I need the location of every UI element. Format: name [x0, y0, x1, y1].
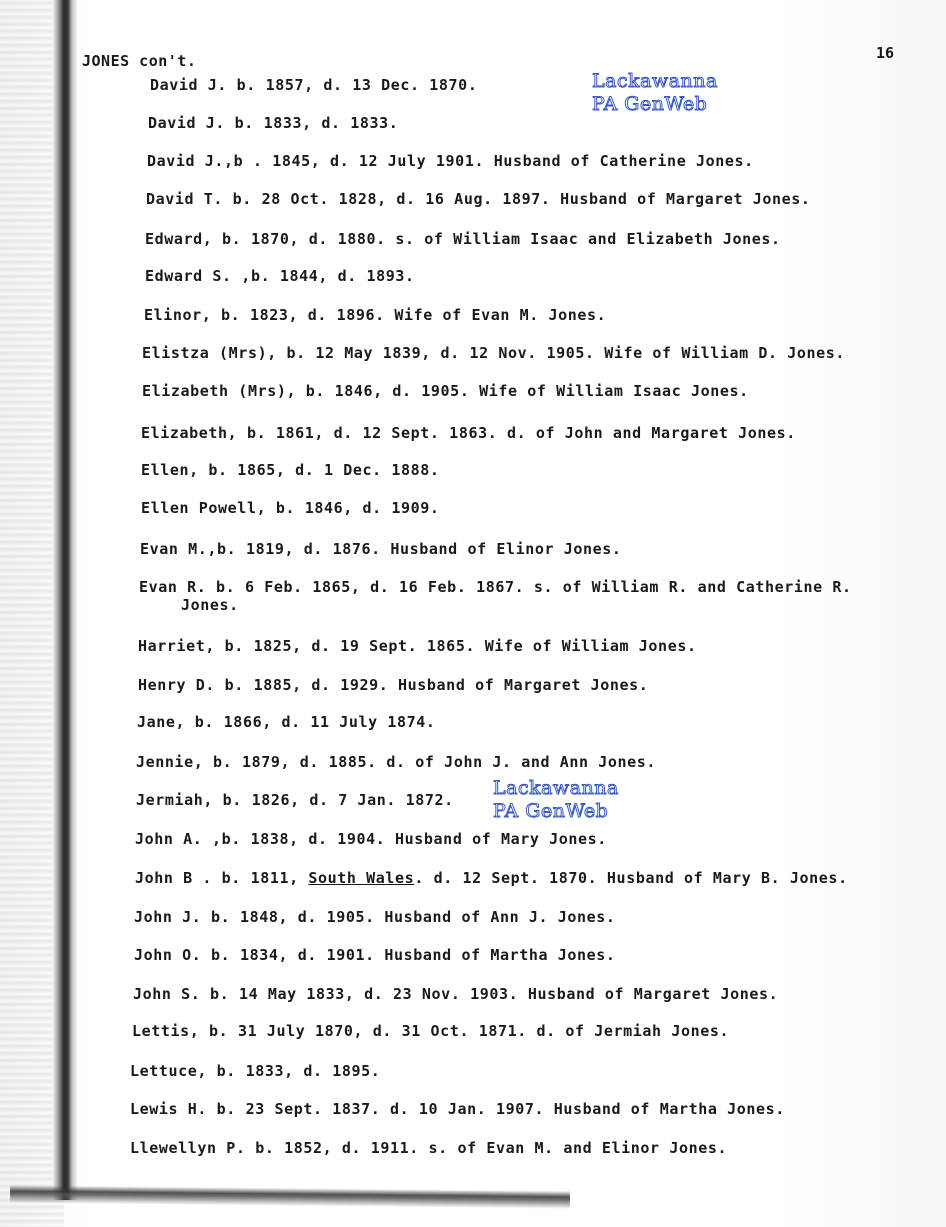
- list-item: [142, 344, 845, 362]
- entry-text: Elizabeth (Mrs), b. 1846, d. 1905. Wife of William Isaac Jones.: [142, 382, 749, 400]
- list-item: [141, 424, 796, 442]
- entry-text: David J.,b . 1845, d. 12 July 1901. Husband of Catherine Jones.: [147, 152, 754, 170]
- bottom-scan-edge: [10, 1185, 570, 1209]
- entry-text: Llewellyn P. b. 1852, d. 1911. s. of Evan M. and Elinor Jones.: [130, 1139, 728, 1157]
- entry-text: Elinor, b. 1823, d. 1896. Wife of Evan M. Jones.: [144, 306, 607, 324]
- list-item: [144, 306, 606, 324]
- entry-text: Ellen, b. 1865, d. 1 Dec. 1888.: [141, 461, 440, 479]
- entry-text: Henry D. b. 1885, d. 1929. Husband of Margaret Jones.: [138, 676, 649, 694]
- entry-text: Jennie, b. 1879, d. 1885. d. of John J. and Ann Jones.: [136, 753, 657, 771]
- list-item: [136, 791, 454, 809]
- entry-text: John B . b. 1811,: [135, 869, 309, 887]
- watermark-line-1: Lackawanna: [493, 777, 619, 799]
- entry-text: John J. b. 1848, d. 1905. Husband of Ann J. Jones.: [134, 908, 616, 926]
- list-item: [133, 985, 778, 1003]
- list-item: [150, 76, 477, 94]
- list-item: [138, 637, 697, 655]
- entry-text: . d. 12 Sept. 1870. Husband of Mary B. Jones.: [414, 869, 848, 887]
- list-item: [142, 382, 749, 400]
- list-item: [148, 114, 398, 132]
- list-item: [130, 1139, 727, 1157]
- list-item: [145, 230, 781, 248]
- entry-text: Elistza (Mrs), b. 12 May 1839, d. 12 Nov. 1905. Wife of William D. Jones.: [142, 344, 846, 362]
- list-item: [137, 713, 436, 731]
- entry-text: Elizabeth, b. 1861, d. 12 Sept. 1863. d. of John and Margaret Jones.: [141, 424, 796, 442]
- list-item: [135, 830, 607, 848]
- list-item: [132, 1022, 729, 1040]
- list-item: [134, 908, 616, 926]
- entry-text: Ellen Powell, b. 1846, d. 1909.: [141, 499, 440, 517]
- list-item: [140, 540, 622, 558]
- underlined-place: South Wales: [308, 869, 415, 887]
- watermark-line-1: Lackawanna: [592, 70, 718, 92]
- entry-text: Edward, b. 1870, d. 1880. s. of William Isaac and Elizabeth Jones.: [145, 230, 781, 248]
- watermark-line-2: PA GenWeb: [493, 800, 609, 822]
- entry-text: Lettuce, b. 1833, d. 1895.: [130, 1062, 381, 1080]
- list-item: [147, 152, 754, 170]
- entry-text: David J. b. 1833, d. 1833.: [148, 114, 399, 132]
- entry-text: Edward S. ,b. 1844, d. 1893.: [145, 267, 415, 285]
- list-item: [139, 578, 852, 614]
- entry-text: Jane, b. 1866, d. 11 July 1874.: [137, 713, 436, 731]
- list-item: [135, 869, 848, 887]
- page-number: 16: [875, 44, 894, 62]
- entry-text: Lewis H. b. 23 Sept. 1837. d. 10 Jan. 1907. Husband of Martha Jones.: [130, 1100, 785, 1118]
- list-item: [130, 1100, 785, 1118]
- list-item: [146, 190, 811, 208]
- binding-edge: [52, 0, 78, 1200]
- list-item: [145, 267, 415, 285]
- entry-text: John S. b. 14 May 1833, d. 23 Nov. 1903. Husband of Margaret Jones.: [133, 985, 779, 1003]
- entry-text: Harriet, b. 1825, d. 19 Sept. 1865. Wife of William Jones.: [138, 637, 697, 655]
- list-item: [138, 676, 648, 694]
- entry-text: Jermiah, b. 1826, d. 7 Jan. 1872.: [136, 791, 454, 809]
- entry-text: Evan R. b. 6 Feb. 1865, d. 16 Feb. 1867. s. of William R. and Catherine R.: [139, 578, 852, 596]
- entry-text: Evan M.,b. 1819, d. 1876. Husband of Elinor Jones.: [140, 540, 622, 558]
- list-item: [130, 1062, 380, 1080]
- entry-text: David J. b. 1857, d. 13 Dec. 1870.: [150, 76, 478, 94]
- list-item: [141, 461, 440, 479]
- section-header: JONES con't.: [82, 52, 197, 70]
- list-item: [136, 753, 656, 771]
- entry-continuation: Jones.: [181, 596, 239, 614]
- watermark-line-2: PA GenWeb: [592, 93, 708, 115]
- list-item: [134, 946, 616, 964]
- list-item: [141, 499, 440, 517]
- entry-text: Lettis, b. 31 July 1870, d. 31 Oct. 1871. d. of Jermiah Jones.: [132, 1022, 730, 1040]
- entry-text: John O. b. 1834, d. 1901. Husband of Martha Jones.: [134, 946, 616, 964]
- entry-list: [130, 70, 890, 1170]
- entry-text: David T. b. 28 Oct. 1828, d. 16 Aug. 1897. Husband of Margaret Jones.: [146, 190, 811, 208]
- entry-text: John A. ,b. 1838, d. 1904. Husband of Mary Jones.: [135, 830, 607, 848]
